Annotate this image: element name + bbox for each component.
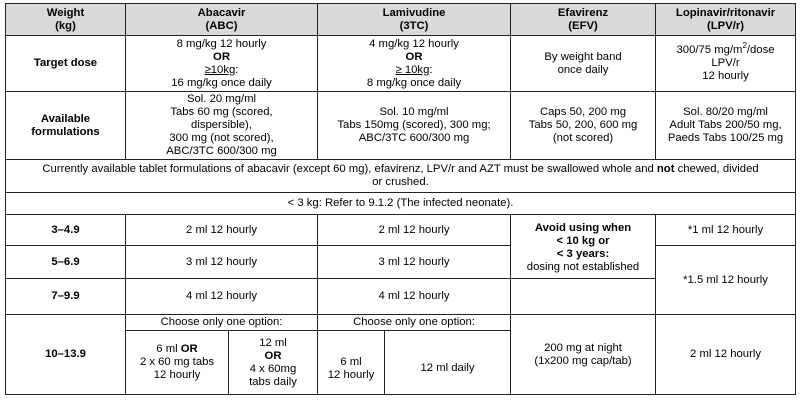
dose-lpv-10: 2 ml 12 hourly xyxy=(656,315,796,395)
formulations-3tc: Sol. 10 mg/ml Tabs 150mg (scored), 300 mg; ABC/3TC 600/300 mg xyxy=(318,92,511,160)
dose-abc-option-a: 6 ml OR 2 x 60 mg tabs 12 hourly xyxy=(126,331,229,395)
neonate-note: < 3 kg: Refer to 9.1.2 (The infected neonate). xyxy=(6,193,796,215)
target-dose-label: Target dose xyxy=(6,36,126,92)
dose-3tc: 2 ml 12 hourly xyxy=(318,215,511,246)
header-abacavir: Abacavir (ABC) xyxy=(126,4,318,36)
swallow-note-row xyxy=(6,160,796,193)
dose-lpv: *1 ml 12 hourly xyxy=(656,215,796,246)
formulations-efv: Caps 50, 200 mg Tabs 50, 200, 600 mg (not scored) xyxy=(511,92,656,160)
weight-band: 5–6.9 xyxy=(6,246,126,279)
formulations-row xyxy=(6,92,796,160)
target-dose-efv: By weight band once daily xyxy=(511,36,656,92)
dose-3tc: 3 ml 12 hourly xyxy=(318,246,511,279)
header-efavirenz: Efavirenz (EFV) xyxy=(511,4,656,36)
formulations-label: Available formulations xyxy=(6,92,126,160)
header-lopinavir: Lopinavir/ritonavir (LPV/r) xyxy=(656,4,796,36)
formulations-abc: Sol. 20 mg/ml Tabs 60 mg (scored, dispersible), 300 mg (not scored), ABC/3TC 600/300 mg xyxy=(126,92,318,160)
dose-3tc-option-a: 6 ml 12 hourly xyxy=(318,331,385,395)
target-dose-3tc: 4 mg/kg 12 hourly OR ≥ 10kg: 8 mg/kg once daily xyxy=(318,36,511,92)
swallow-note: Currently available tablet formulations of abacavir (except 60 mg), efavirenz, LPV/r and AZT must be swallowed whole and not chewed, divided or crushed. xyxy=(6,160,796,193)
choose-option-abc: Choose only one option: xyxy=(126,315,318,331)
choose-option-3tc: Choose only one option: xyxy=(318,315,511,331)
dose-3tc: 4 ml 12 hourly xyxy=(318,279,511,315)
dosing-table xyxy=(5,3,796,395)
header-lamivudine: Lamivudine (3TC) xyxy=(318,4,511,36)
neonate-row xyxy=(6,193,796,215)
dose-efv-10: 200 mg at night (1x200 mg cap/tab) xyxy=(511,315,656,395)
choose-option-row xyxy=(6,315,796,331)
header-weight: Weight (kg) xyxy=(6,4,126,36)
weight-band: 10–13.9 xyxy=(6,315,126,395)
dose-abc: 3 ml 12 hourly xyxy=(126,246,318,279)
target-dose-abc: 8 mg/kg 12 hourly OR ≥10kg: 16 mg/kg once daily xyxy=(126,36,318,92)
dose-3tc-option-b: 12 ml daily xyxy=(385,331,511,395)
dose-abc-option-b: 12 ml OR 4 x 60mg tabs daily xyxy=(229,331,318,395)
target-dose-row xyxy=(6,36,796,92)
target-dose-lpv: 300/75 $mg/m^2$/dose LPV/r 12 hourly xyxy=(656,36,796,92)
weight-band: 3–4.9 xyxy=(6,215,126,246)
weight-row-5 xyxy=(6,246,796,279)
weight-row-3 xyxy=(6,215,796,246)
efv-avoid-note: Avoid using when < 10 kg or < 3 years: dosing not established xyxy=(511,215,656,279)
dose-abc: 4 ml 12 hourly xyxy=(126,279,318,315)
dose-abc: 2 ml 12 hourly xyxy=(126,215,318,246)
header-row xyxy=(6,4,796,36)
formulations-lpv: Sol. 80/20 mg/ml Adult Tabs 200/50 mg, Paeds Tabs 100/25 mg xyxy=(656,92,796,160)
dose-lpv-shared: *1.5 ml 12 hourly xyxy=(656,246,796,315)
efv-empty-cell xyxy=(511,279,656,315)
weight-band: 7–9.9 xyxy=(6,279,126,315)
